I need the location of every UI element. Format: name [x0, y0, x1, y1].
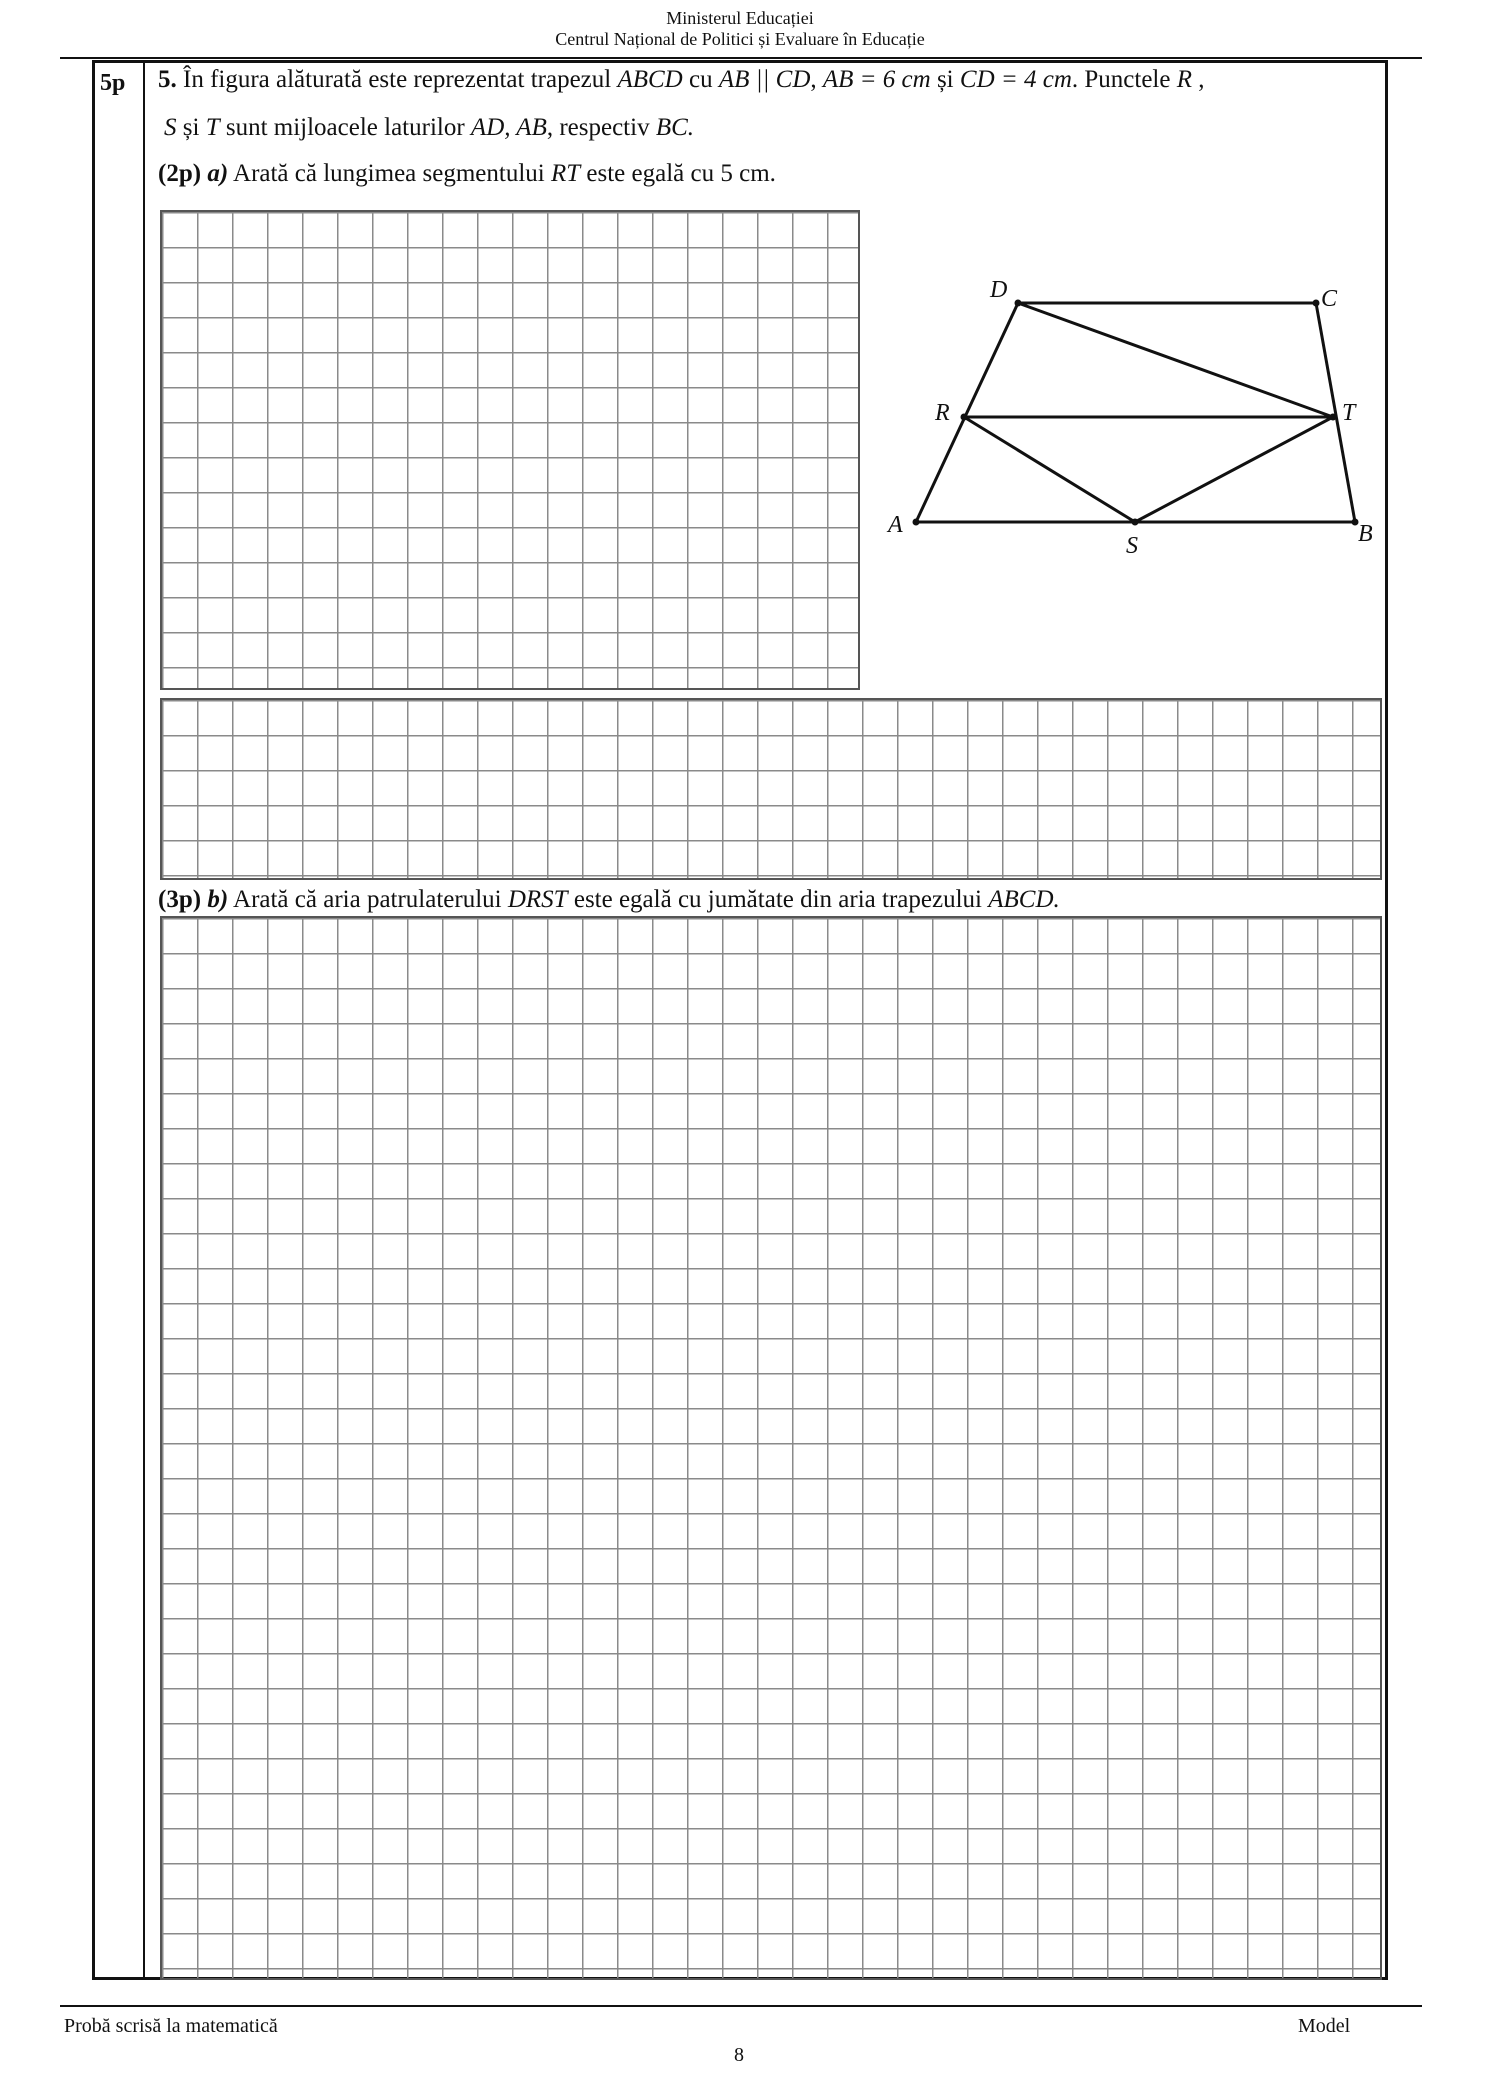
- ministry-name: Ministerul Educației: [666, 8, 814, 28]
- point-a: [913, 519, 920, 526]
- point-t: [1330, 414, 1337, 421]
- center-name: Centrul Național de Politici și Evaluare în Educație: [555, 29, 925, 49]
- answer-grid-b[interactable]: [160, 916, 1382, 1980]
- problem-statement-line2: S și T sunt mijloacele laturilor AD, AB, respectiv BC.: [164, 114, 695, 141]
- label-a: A: [888, 512, 903, 538]
- footer-model: Model: [1298, 2015, 1351, 2037]
- point-c: [1313, 300, 1320, 307]
- problem-statement-line1: 5. În figura alăturată este reprezentat trapezul ABCD cu AB || CD, AB = 6 cm și CD = 4 cm. Punctele R ,: [158, 66, 1205, 93]
- page-number: 8: [734, 2044, 744, 2066]
- points-column-divider: [143, 60, 145, 1980]
- segment-dt: [1018, 303, 1333, 417]
- answer-grid-a-lower[interactable]: [160, 698, 1382, 880]
- point-d: [1015, 300, 1022, 307]
- document-header: [0, 8, 1480, 50]
- trapezoid-figure: [880, 270, 1400, 580]
- segment-rs: [964, 417, 1135, 522]
- point-s: [1132, 519, 1139, 526]
- problem-points: 5p: [100, 70, 126, 96]
- side-da: [916, 303, 1018, 522]
- label-d: D: [990, 277, 1008, 303]
- part-b-statement: (3p) b) Arată că aria patrulaterului DRST este egală cu jumătate din aria trapezului ABCD.: [158, 886, 1060, 913]
- problem-number: 5.: [158, 66, 177, 93]
- point-r: [961, 414, 968, 421]
- label-b: B: [1358, 521, 1373, 547]
- answer-grid-a-upper[interactable]: [160, 210, 860, 690]
- label-t: T: [1342, 400, 1356, 426]
- label-r: R: [935, 400, 950, 426]
- label-s: S: [1126, 533, 1138, 559]
- footer-subject: Probă scrisă la matematică: [64, 2015, 278, 2037]
- segment-st: [1135, 417, 1333, 522]
- label-c: C: [1321, 286, 1338, 312]
- part-a-statement: (2p) a) Arată că lungimea segmentului RT este egală cu 5 cm.: [158, 160, 776, 187]
- header-rule: [60, 57, 1422, 59]
- footer-rule: [60, 2005, 1422, 2007]
